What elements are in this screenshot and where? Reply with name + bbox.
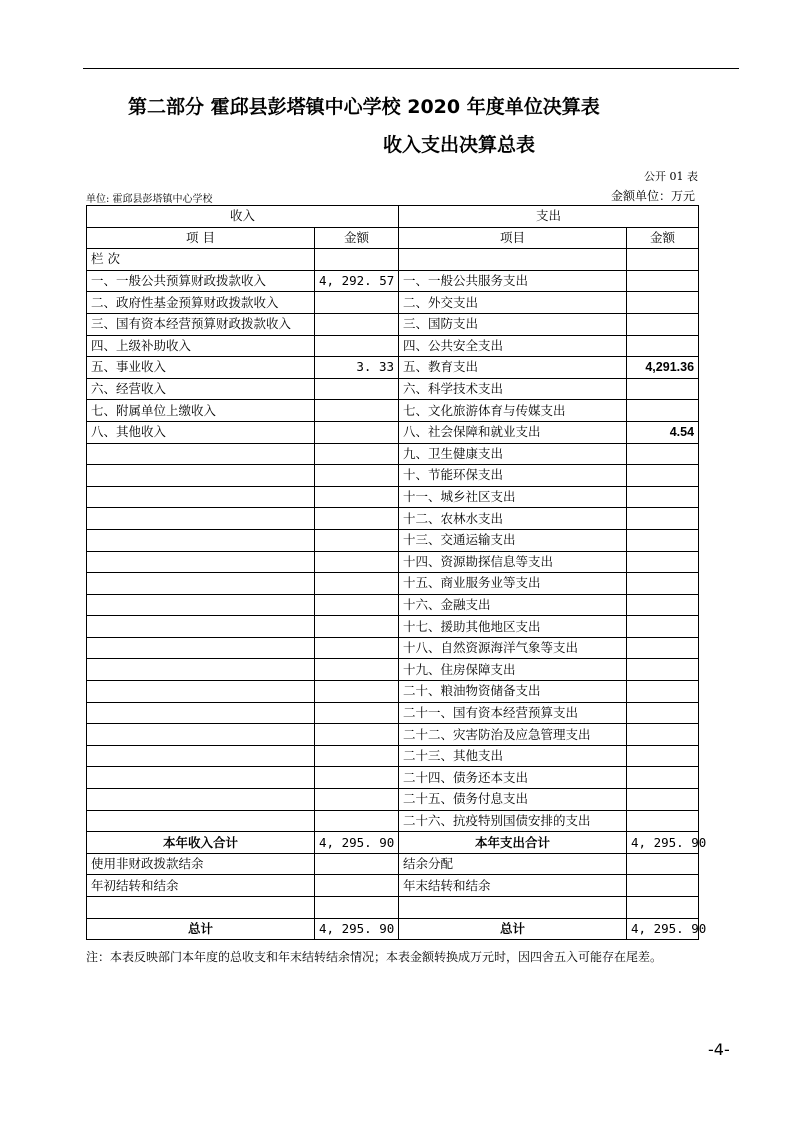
table-row [87, 789, 699, 811]
income-amount-header: 金额 [315, 227, 399, 249]
expense-item: 二十三、其他支出 [399, 745, 627, 767]
table-title: 收入支出决算总表 [382, 134, 535, 156]
table-row [87, 335, 699, 357]
expense-amount [627, 573, 699, 595]
income-item [87, 616, 315, 638]
table-code: 公开 01 表 [644, 170, 698, 183]
header-rule [83, 68, 739, 69]
expense-amount [627, 594, 699, 616]
income-expense-table [86, 205, 707, 940]
expense-item-header: 项目 [399, 227, 627, 249]
grand-total-in-label: 总计 [87, 918, 315, 940]
expense-item: 十五、商业服务业等支出 [399, 573, 627, 595]
income-item [87, 745, 315, 767]
expense-item: 十四、资源勘探信息等支出 [399, 551, 627, 573]
table-row [87, 594, 699, 616]
expense-amount [627, 400, 699, 422]
income-item: 二、政府性基金预算财政拨款收入 [87, 292, 315, 314]
income-amount [315, 767, 399, 789]
expense-item: 八、社会保障和就业支出 [399, 421, 627, 443]
year-expense-total: 4, 295. 90 [627, 832, 699, 854]
table-row [87, 529, 699, 551]
expense-amount: 4,291.36 [627, 357, 699, 379]
income-item [87, 659, 315, 681]
income-amount [315, 400, 399, 422]
income-header: 收入 [87, 206, 399, 228]
income-item: 七、附属单位上缴收入 [87, 400, 315, 422]
expense-item: 十一、城乡社区支出 [399, 486, 627, 508]
income-amount [315, 292, 399, 314]
income-amount [315, 529, 399, 551]
expense-item: 十八、自然资源海洋气象等支出 [399, 637, 627, 659]
expense-amount [627, 270, 699, 292]
expense-amount-header: 金额 [627, 227, 699, 249]
table-row [87, 508, 699, 530]
income-amount [315, 724, 399, 746]
footnote: 注：本表反映部门本年度的总收支和年末结转结余情况；本表金额转换成万元时，因四舍五入可能存在尾差。 [86, 950, 663, 964]
expense-amount [627, 745, 699, 767]
income-amount [315, 551, 399, 573]
table-row [87, 313, 699, 335]
lanci-label: 栏 次 [87, 249, 315, 271]
expense-item: 一、一般公共服务支出 [399, 270, 627, 292]
table-row [87, 724, 699, 746]
table-row [87, 767, 699, 789]
column-header-row [87, 227, 699, 249]
expense-item: 二十五、债务付息支出 [399, 789, 627, 811]
income-item [87, 486, 315, 508]
section-header-row [87, 206, 699, 228]
income-amount [315, 659, 399, 681]
income-item [87, 810, 315, 832]
table-row [87, 875, 699, 897]
expense-amount [627, 443, 699, 465]
income-amount [315, 789, 399, 811]
income-item [87, 465, 315, 487]
income-item [87, 789, 315, 811]
expense-amount [627, 313, 699, 335]
expense-item: 六、科学技术支出 [399, 378, 627, 400]
income-amount [315, 810, 399, 832]
grand-total-ex: 4, 295. 90 [627, 918, 699, 940]
expense-item: 三、国防支出 [399, 313, 627, 335]
income-amount [315, 378, 399, 400]
income-item [87, 681, 315, 703]
income-item: 三、国有资本经营预算财政拨款收入 [87, 313, 315, 335]
table-row [87, 637, 699, 659]
table-row [87, 573, 699, 595]
year-expense-total-label: 本年支出合计 [399, 832, 627, 854]
income-item: 一、一般公共预算财政拨款收入 [87, 270, 315, 292]
expense-amount: 4.54 [627, 421, 699, 443]
year-income-total-label: 本年收入合计 [87, 832, 315, 854]
table-row [87, 616, 699, 638]
income-item [87, 767, 315, 789]
expense-amount [627, 767, 699, 789]
expense-amount [627, 551, 699, 573]
year-total-row [87, 832, 699, 854]
table-row [87, 292, 699, 314]
table-row [87, 810, 699, 832]
lanci-row [87, 249, 699, 271]
expense-item: 十三、交通运输支出 [399, 529, 627, 551]
table-row [87, 486, 699, 508]
income-item: 五、事业收入 [87, 357, 315, 379]
expense-amount [627, 529, 699, 551]
income-amount [315, 616, 399, 638]
income-item [87, 573, 315, 595]
expense-item: 十六、金融支出 [399, 594, 627, 616]
income-amount [315, 313, 399, 335]
income-amount [315, 702, 399, 724]
expense-item: 七、文化旅游体育与传媒支出 [399, 400, 627, 422]
expense-item: 十九、住房保障支出 [399, 659, 627, 681]
grand-total-in: 4, 295. 90 [315, 918, 399, 940]
expense-item: 十二、农林水支出 [399, 508, 627, 530]
expense-item: 五、教育支出 [399, 357, 627, 379]
income-amount [315, 421, 399, 443]
table-row [87, 465, 699, 487]
income-amount [315, 508, 399, 530]
end-balance-label: 年末结转和结余 [399, 875, 627, 897]
expense-item: 二、外交支出 [399, 292, 627, 314]
expense-item: 二十二、灾害防治及应急管理支出 [399, 724, 627, 746]
table-row [87, 421, 699, 443]
expense-item: 二十六、抗疫特别国债安排的支出 [399, 810, 627, 832]
expense-item: 四、公共安全支出 [399, 335, 627, 357]
expense-item: 十七、援助其他地区支出 [399, 616, 627, 638]
table-row [87, 853, 699, 875]
income-item [87, 443, 315, 465]
year-income-total: 4, 295. 90 [315, 832, 399, 854]
income-item: 六、经营收入 [87, 378, 315, 400]
expense-item: 九、卫生健康支出 [399, 443, 627, 465]
table-row [87, 702, 699, 724]
income-amount [315, 443, 399, 465]
income-item: 八、其他收入 [87, 421, 315, 443]
expense-amount [627, 335, 699, 357]
income-amount [315, 681, 399, 703]
expense-header: 支出 [399, 206, 699, 228]
income-item-header: 项 目 [87, 227, 315, 249]
income-amount: 3. 33 [315, 357, 399, 379]
expense-amount [627, 659, 699, 681]
income-amount [315, 465, 399, 487]
income-item: 四、上级补助收入 [87, 335, 315, 357]
table-row [87, 551, 699, 573]
expense-amount [627, 465, 699, 487]
expense-amount [627, 702, 699, 724]
income-item [87, 637, 315, 659]
expense-amount [627, 724, 699, 746]
expense-amount [627, 292, 699, 314]
unit-name: 单位: 霍邱县彭塔镇中心学校 [86, 194, 213, 205]
surplus-dist-label: 结余分配 [399, 853, 627, 875]
income-item [87, 551, 315, 573]
grand-total-ex-label: 总计 [399, 918, 627, 940]
expense-amount [627, 810, 699, 832]
table-row [87, 270, 699, 292]
table-row [87, 897, 699, 919]
income-item [87, 594, 315, 616]
income-amount [315, 335, 399, 357]
income-amount [315, 594, 399, 616]
table-row [87, 400, 699, 422]
expense-item: 二十四、债务还本支出 [399, 767, 627, 789]
table-row [87, 681, 699, 703]
income-amount [315, 745, 399, 767]
income-item [87, 702, 315, 724]
table-row [87, 745, 699, 767]
expense-amount [627, 508, 699, 530]
table-row [87, 659, 699, 681]
table-row [87, 357, 699, 379]
income-amount [315, 486, 399, 508]
income-amount: 4, 292. 57 [315, 270, 399, 292]
expense-item: 二十、粮油物资储备支出 [399, 681, 627, 703]
begin-balance-label: 年初结转和结余 [87, 875, 315, 897]
amount-unit: 金额单位：万元 [610, 189, 695, 203]
income-item [87, 724, 315, 746]
income-amount [315, 573, 399, 595]
table-row [87, 378, 699, 400]
income-item [87, 508, 315, 530]
table-row [87, 443, 699, 465]
expense-amount [627, 486, 699, 508]
expense-amount [627, 789, 699, 811]
income-item [87, 529, 315, 551]
expense-amount [627, 616, 699, 638]
expense-amount [627, 378, 699, 400]
page-number: -4- [708, 1040, 730, 1059]
report-title: 第二部分 霍邱县彭塔镇中心学校 2020 年度单位决算表 [128, 96, 600, 118]
grand-total-row [87, 918, 699, 940]
expense-item: 二十一、国有资本经营预算支出 [399, 702, 627, 724]
nonfiscal-label: 使用非财政拨款结余 [87, 853, 315, 875]
income-amount [315, 637, 399, 659]
expense-item: 十、节能环保支出 [399, 465, 627, 487]
expense-amount [627, 681, 699, 703]
expense-amount [627, 637, 699, 659]
